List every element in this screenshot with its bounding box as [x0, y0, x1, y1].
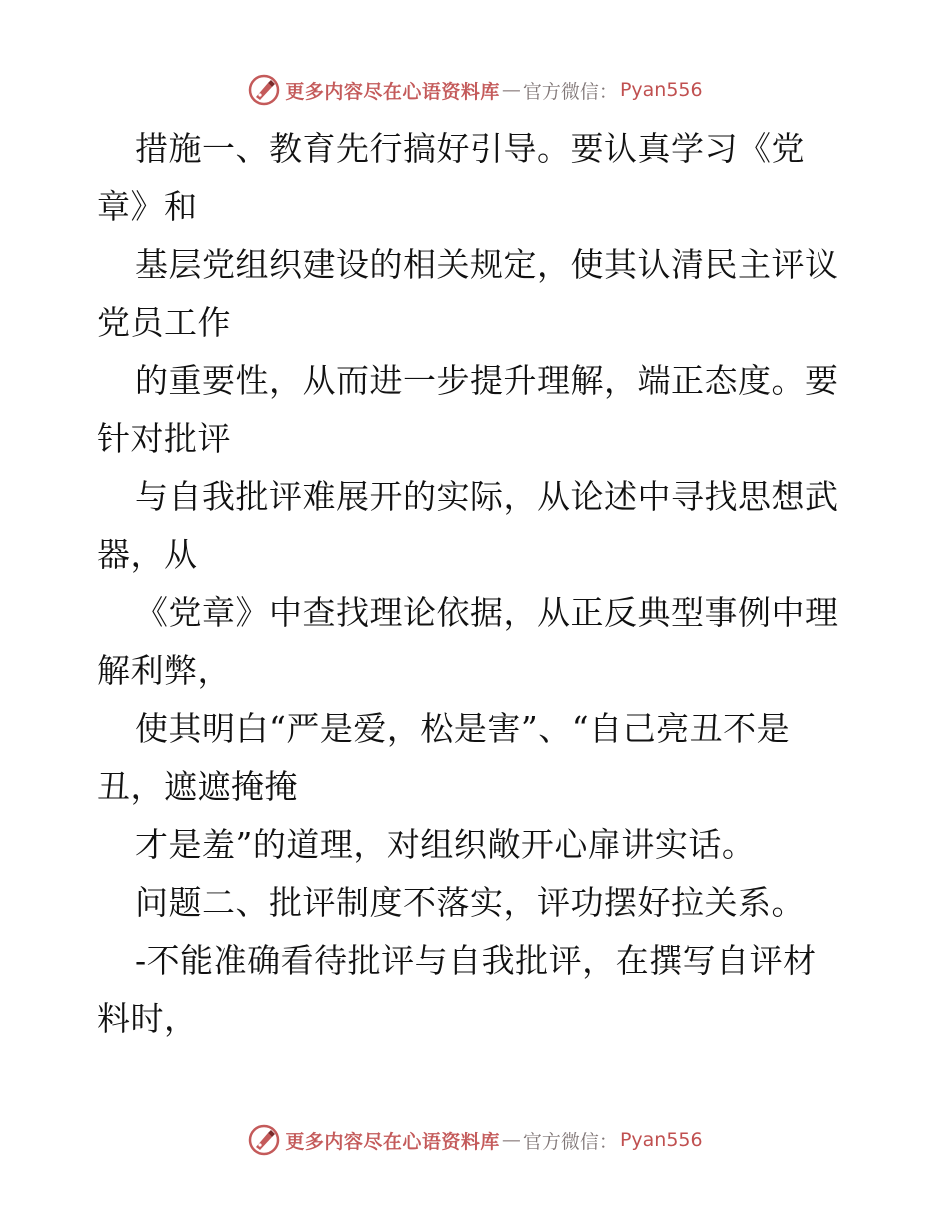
footer-wechat-label: 官方微信： [522, 1130, 618, 1153]
body-line-13: 才是羞”的道理，对组织敞开心扉讲实话。 [135, 825, 756, 864]
footer-brand-text: 更多内容尽在心语资料库 [285, 1130, 500, 1153]
body-line-5: 的重要性，从而进一步提升理解，端正态度。要 [135, 361, 839, 400]
body-line-7: 与自我批评难展开的实际，从论述中寻找思想武 [135, 477, 839, 516]
document-body [97, 120, 857, 1048]
pen-nib-logo-icon [247, 73, 281, 107]
header-separator: — [501, 79, 521, 101]
pen-nib-logo-icon [247, 1123, 281, 1157]
body-line-15: -不能准确看待批评与自我批评，在撰写自评材 [135, 941, 817, 980]
body-line-1: 措施一、教育先行搞好引导。要认真学习《党 [135, 129, 805, 168]
footer-banner [0, 1120, 950, 1160]
body-line-2: 章》和 [97, 187, 198, 226]
header-wechat-id: Pyan556 [619, 79, 703, 101]
body-line-4: 党员工作 [97, 303, 231, 342]
footer-separator: — [501, 1129, 521, 1151]
body-line-3: 基层党组织建设的相关规定，使其认清民主评议 [135, 245, 839, 284]
header-wechat-label: 官方微信： [522, 80, 618, 103]
footer-wechat-id: Pyan556 [619, 1129, 703, 1151]
header-brand-text: 更多内容尽在心语资料库 [285, 80, 500, 103]
body-line-6: 针对批评 [97, 419, 231, 458]
body-line-16: 料时， [97, 999, 198, 1038]
body-line-11: 使其明白“严是爱，松是害”、“自己亮丑不是 [135, 709, 791, 748]
body-line-12: 丑，遮遮掩掩 [97, 767, 298, 806]
body-line-8: 器，从 [97, 535, 198, 574]
body-line-14: 问题二、批评制度不落实，评功摆好拉关系。 [135, 883, 805, 922]
body-line-9: 《党章》中查找理论依据，从正反典型事例中理 [135, 593, 839, 632]
body-line-10: 解利弊， [97, 651, 231, 690]
header-banner [0, 70, 950, 110]
